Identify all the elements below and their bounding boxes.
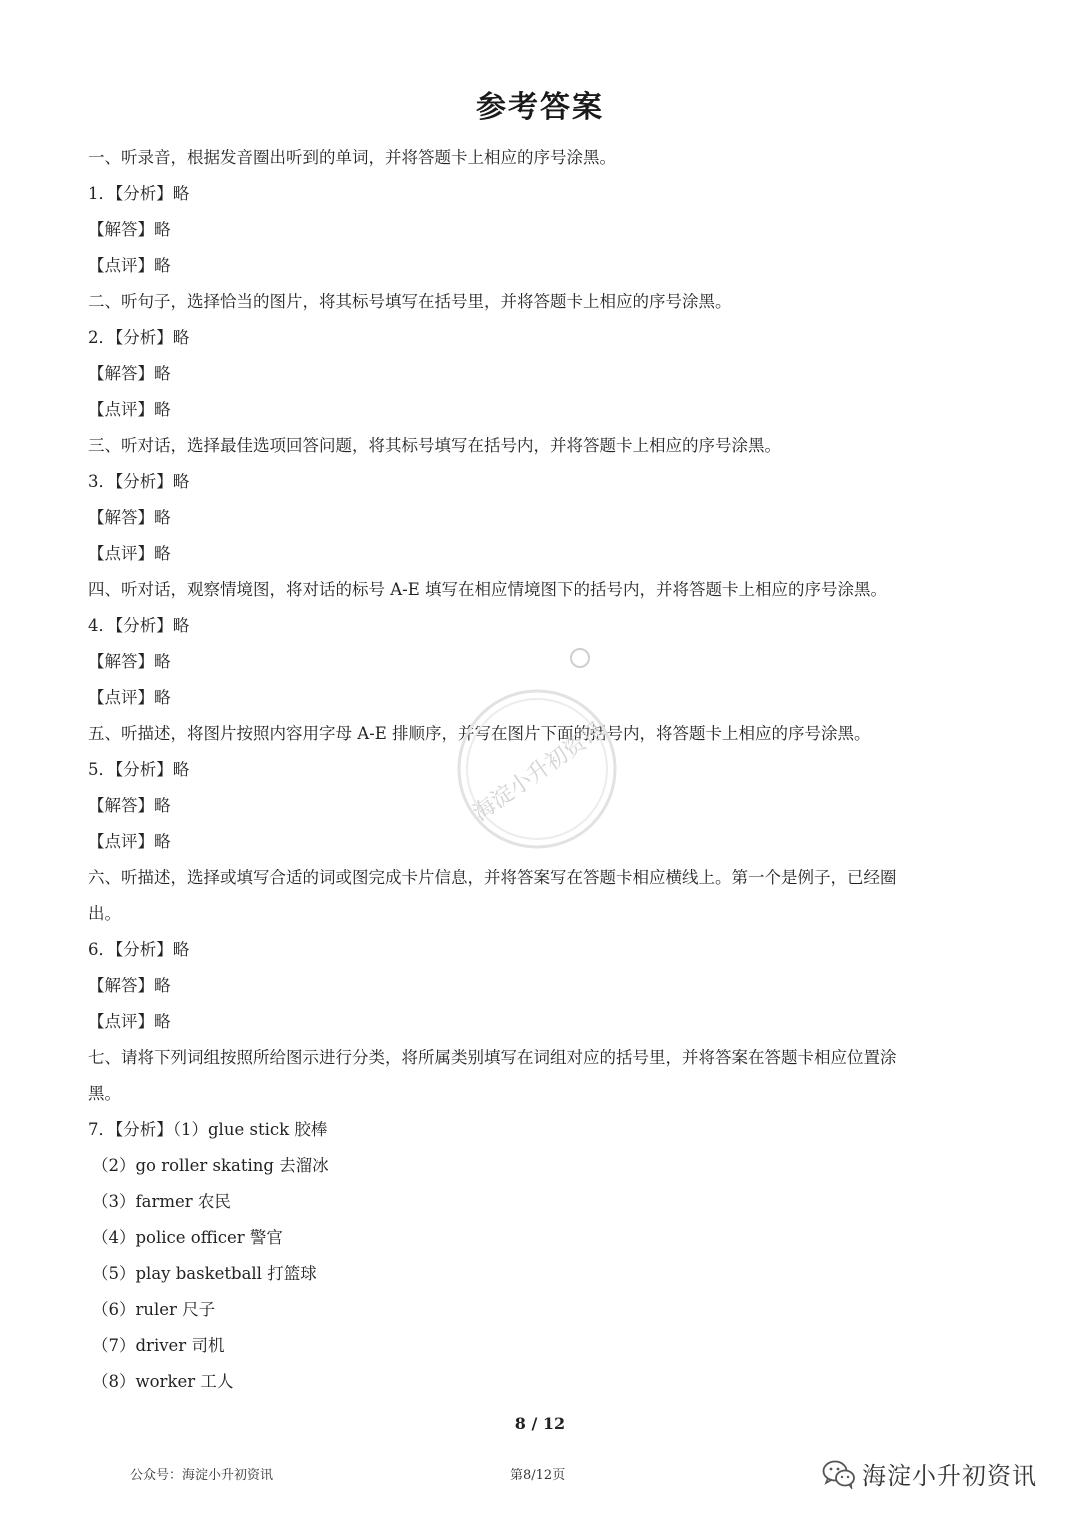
answer-line: 【解答】略 [88, 652, 171, 671]
answer-line: 【解答】略 [88, 508, 171, 527]
document-body [88, 140, 993, 1400]
answer-line: （8）worker 工人 [92, 1372, 234, 1391]
section-heading: 一、听录音，根据发音圈出听到的单词，并将答题卡上相应的序号涂黑。 [88, 148, 616, 167]
answer-line: 5．【分析】略 [88, 760, 190, 779]
answer-line: 【解答】略 [88, 364, 171, 383]
answer-line: （4）police officer 警官 [92, 1228, 283, 1247]
answer-line: 3．【分析】略 [88, 472, 190, 491]
answer-line: 【点评】略 [88, 832, 171, 851]
answer-line: 【点评】略 [88, 256, 171, 275]
section-heading: 黑。 [88, 1084, 121, 1103]
answer-line: 7．【分析】（1）glue stick 胶棒 [88, 1120, 328, 1139]
answer-line: 【点评】略 [88, 1012, 171, 1031]
section-heading: 七、请将下列词组按照所给图示进行分类，将所属类别填写在词组对应的括号里，并将答案在答题卡相应位置涂 [88, 1048, 897, 1067]
page-number: 8 / 12 [514, 1414, 566, 1433]
answer-line: 【点评】略 [88, 688, 171, 707]
section-heading: 四、听对话，观察情境图，将对话的标号 A-E 填写在相应情境图下的括号内，并将答题卡上相应的序号涂黑。 [88, 580, 888, 599]
answer-line: 4．【分析】略 [88, 616, 190, 635]
answer-line: 6．【分析】略 [88, 940, 190, 959]
answer-line: （2）go roller skating 去溜冰 [92, 1156, 329, 1175]
wechat-icon [822, 1459, 856, 1489]
answer-line: 1．【分析】略 [88, 184, 190, 203]
section-heading: 五、听描述，将图片按照内容用字母 A-E 排顺序，并写在图片下面的括号内，将答题卡上相应的序号涂黑。 [88, 724, 871, 743]
section-heading: 六、听描述，选择或填写合适的词或图完成卡片信息，并将答案写在答题卡相应横线上。第一个是例子，已经圈 [88, 868, 897, 887]
brand-watermark [822, 1456, 1037, 1491]
answer-line: 【解答】略 [88, 976, 171, 995]
watermark-text: 海淀小升初资讯 [468, 717, 610, 827]
answer-line: （6）ruler 尺子 [92, 1300, 216, 1319]
footer-account: 公众号：海淀小升初资讯 [130, 1468, 274, 1483]
section-heading: 二、听句子，选择恰当的图片，将其标号填写在括号里，并将答题卡上相应的序号涂黑。 [88, 292, 732, 311]
answer-line: （7）driver 司机 [92, 1336, 225, 1355]
answer-line: 2．【分析】略 [88, 328, 190, 347]
answer-line: （5）play basketball 打篮球 [92, 1264, 317, 1283]
answer-line: （3）farmer 农民 [92, 1192, 231, 1211]
answer-line: 【点评】略 [88, 544, 171, 563]
answer-line: 【点评】略 [88, 400, 171, 419]
answer-line: 【解答】略 [88, 220, 171, 239]
answer-line: 【解答】略 [88, 796, 171, 815]
section-heading: 出。 [88, 904, 121, 923]
section-heading: 三、听对话，选择最佳选项回答问题，将其标号填写在括号内，并将答题卡上相应的序号涂黑。 [88, 436, 781, 455]
footer-page-label: 第8/12页 [510, 1468, 566, 1483]
brand-label: 海淀小升初资讯 [862, 1462, 1037, 1490]
page-title: 参考答案 [476, 90, 604, 125]
